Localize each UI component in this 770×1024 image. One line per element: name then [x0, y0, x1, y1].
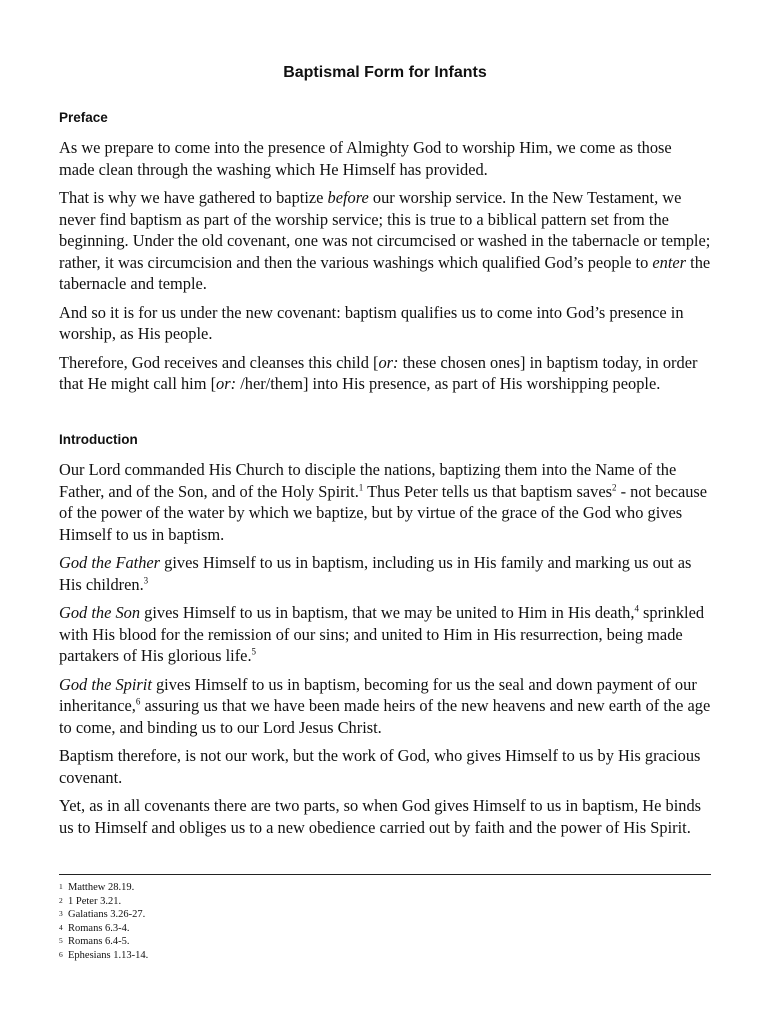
footnote-text: Romans 6.3-4.	[68, 922, 130, 934]
footnote-text: Ephesians 1.13-14.	[68, 949, 149, 961]
footnote-text: Galatians 3.26-27.	[68, 909, 146, 921]
document-page	[59, 0, 711, 1024]
footnote-item	[59, 949, 148, 963]
introduction-paragraph: God the Father gives Himself to us in baptism, including us in His family and marking us out as His children.$^3$	[59, 553, 692, 594]
footnote-ref[interactable]: 6	[135, 696, 141, 707]
preface-paragraph: Therefore, God receives and cleanses this child [or: these chosen ones] in baptism today, in order that He might call him [or: /her/them] into His presence, as part of His worshipping people.	[59, 352, 698, 393]
footnote-number: 3	[59, 909, 63, 919]
footnote-text: Matthew 28.19.	[68, 882, 135, 893]
footnote-ref[interactable]: 4	[634, 603, 639, 614]
footnote-number: 2	[59, 895, 63, 905]
footnotes-list	[59, 881, 148, 963]
introduction-heading: Introduction	[59, 432, 138, 447]
footnote-ref[interactable]: 2	[612, 482, 617, 493]
introduction-paragraph: God the Spirit gives Himself to us in baptism, becoming for us the seal and down payment of our inheritance,$^6$ assuring us that we have been made heirs of the new heavens and new earth of the age to come, and binding us to our Lord Jesus Christ.	[59, 674, 711, 737]
footnote-text: 1 Peter 3.21.	[68, 895, 122, 907]
footnote-item	[59, 922, 148, 936]
introduction-paragraph: Yet, as in all covenants there are two parts, so when God gives Himself to us in baptism, He binds us to Himself and obliges us to a new obedience carried out by faith and the power of His Spirit.	[59, 796, 702, 837]
footnote-ref[interactable]: 3	[143, 575, 149, 586]
document-title: Baptismal Form for Infants	[283, 64, 487, 81]
footnote-ref[interactable]: 1	[358, 482, 364, 493]
footnote-number: 6	[59, 949, 63, 959]
preface-paragraph: And so it is for us under the new covenant: baptism qualifies us to come into God’s presence in worship, as His people.	[59, 302, 684, 343]
footnote-item	[59, 881, 148, 895]
footnote-item	[59, 908, 148, 922]
preface-section	[59, 137, 711, 402]
footnote-number: 5	[59, 936, 63, 946]
footnote-item	[59, 935, 148, 949]
introduction-paragraph: God the Son gives Himself to us in baptism, that we may be united to Him in His death,$^4$ sprinkled with His blood for the remission of our sins; and united to Him in His resurrection, being made partakers of His glorious life.$^5$	[59, 603, 705, 665]
footnote-number: 4	[59, 922, 63, 932]
introduction-section	[59, 459, 711, 845]
footnote-ref[interactable]: 5	[251, 646, 257, 657]
footnote-text: Romans 6.4-5.	[68, 936, 130, 948]
footnote-divider	[59, 874, 711, 875]
introduction-paragraph: Baptism therefore, is not our work, but the work of God, who gives Himself to us by His gracious covenant.	[59, 746, 701, 787]
footnote-number: 1	[59, 882, 63, 891]
footnote-item	[59, 895, 148, 909]
introduction-paragraph: Our Lord commanded His Church to disciple the nations, baptizing them into the Name of the Father, and of the Son, and of the Holy Spirit.$^1$ Thus Peter tells us that baptism saves$^2$ - not because of the power of the water by which we baptize, but by virtue of the grace of the God who gives Himself to us in baptism.	[59, 460, 708, 544]
preface-paragraph: As we prepare to come into the presence of Almighty God to worship Him, we come as those made clean through the washing which He Himself has provided.	[59, 138, 672, 179]
preface-paragraph: That is why we have gathered to baptize before our worship service. In the New Testament, we never find baptism as part of the worship service; this is true to a biblical pattern set from the beginning. Under the old covenant, one was not circumcised or washed in the tabernacle or temple; rather, it was circumcision and then the various washings which qualified God’s people to enter the tabernacle and temple.	[59, 188, 711, 293]
preface-heading: Preface	[59, 110, 108, 125]
